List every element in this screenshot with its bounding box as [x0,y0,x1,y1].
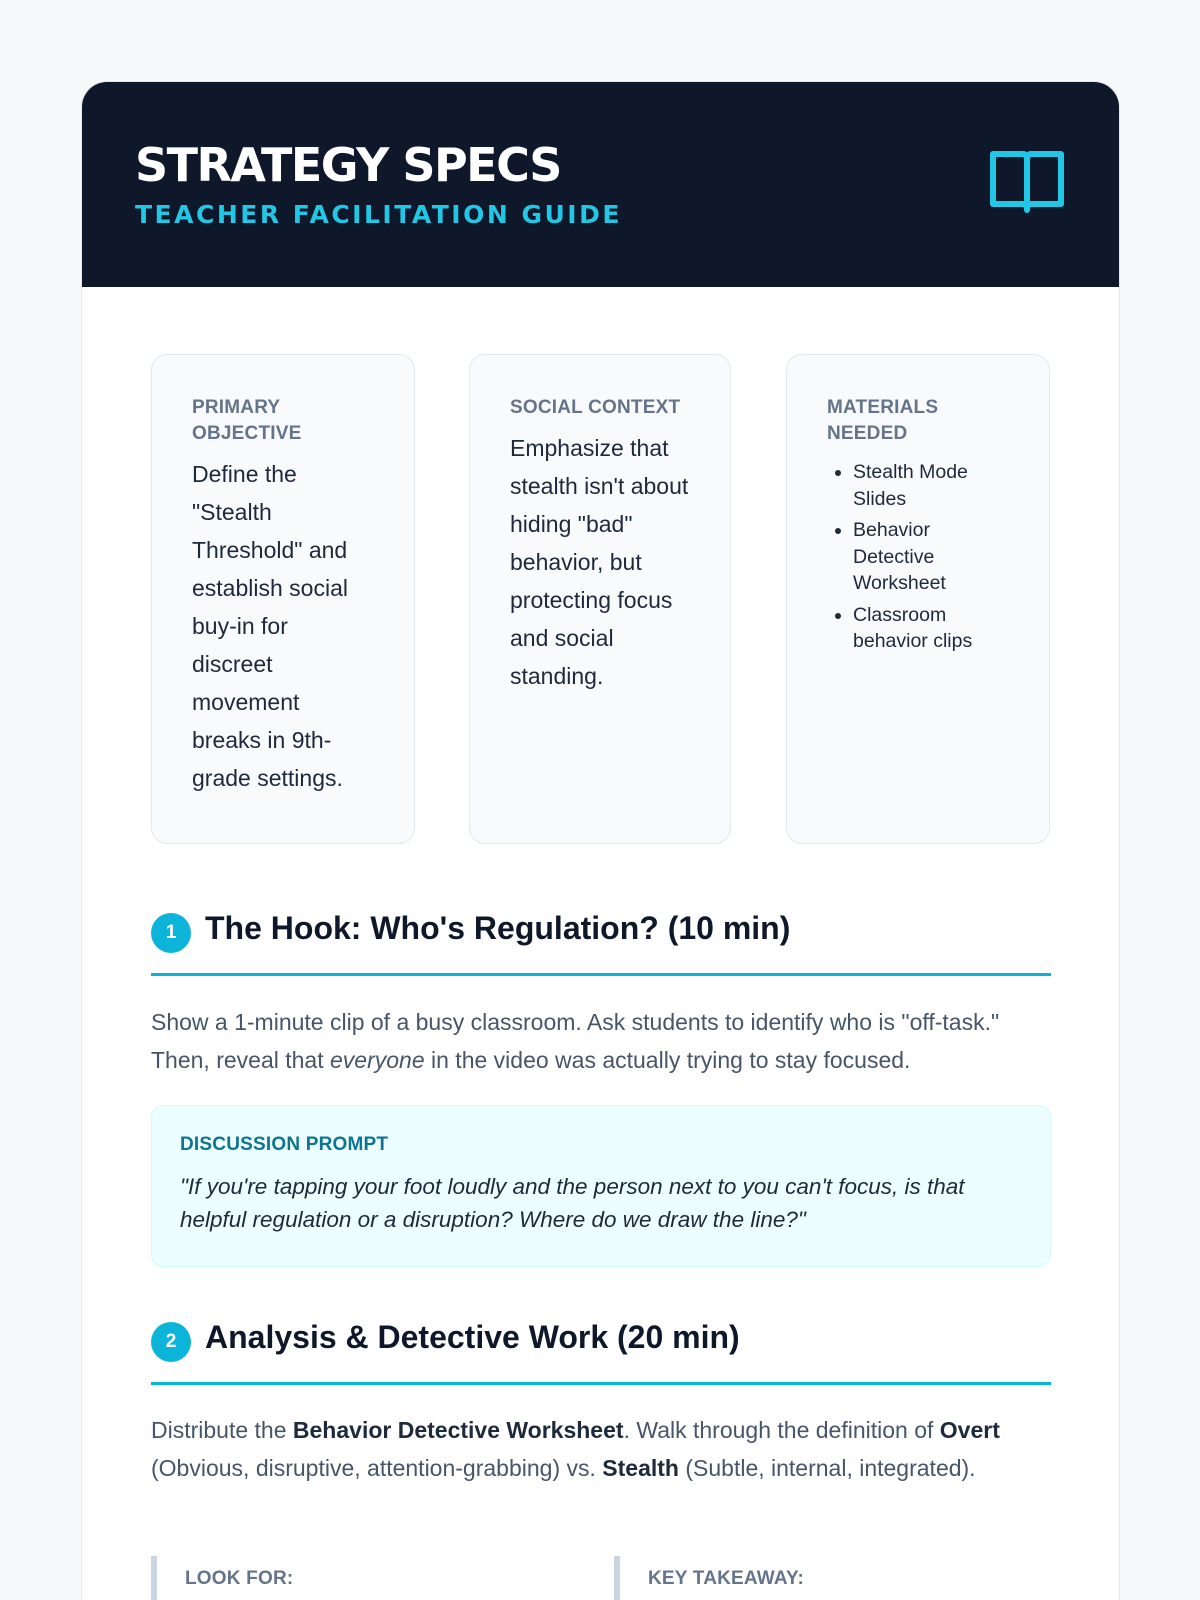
section-1-header [151,896,1051,976]
prompt-text: "If you're tapping your foot loudly and the person next to you can't focus, is that helpful regulation or a disruption? Where do we draw the line?" [180,1174,965,1232]
section-1-emphasis: everyone [330,1047,425,1073]
materials-list [827,459,1009,655]
key-takeaway-label: KEY TAKEAWAY: [648,1568,805,1589]
prompt-label: DISCUSSION PROMPT [180,1134,389,1155]
worksheet-name: Behavior Detective Worksheet [292,1417,624,1443]
look-for-box [151,1556,591,1600]
section-1-body [151,1003,1056,1079]
facilitation-guide-card [81,81,1120,1600]
page-subtitle: TEACHER FACILITATION GUIDE [135,200,622,229]
stealth-term: Stealth [602,1455,679,1481]
look-for-label: LOOK FOR: [185,1568,294,1589]
overt-term: Overt [939,1417,1000,1443]
section-2-body [151,1411,1056,1487]
objective-text: Define the "Stealth Threshold" and establish social buy-in for discreet movement breaks in 9th-grade settings. [192,461,348,791]
section-2-text: Distribute the [151,1417,293,1443]
guide-header [82,82,1119,287]
section-1-text: in the video was actually trying to stay focused. [424,1047,911,1073]
objective-card [151,354,415,844]
section-2-title: Analysis & Detective Work (20 min) [205,1319,740,1355]
context-card [469,354,731,844]
materials-item: • Stealth Mode Slides [853,459,1009,512]
section-2-text: (Subtle, internal, integrated). [678,1455,976,1481]
section-1-text: Show a 1-minute clip of a busy classroom. Ask students to identify who is "off-task." Then, reveal that [151,1009,1000,1073]
materials-item: • Classroom behavior clips [853,602,1009,655]
section-2-number: 2 [151,1322,191,1362]
objective-label: PRIMARY OBJECTIVE [192,397,302,444]
section-1-number: 1 [151,913,191,953]
context-text: Emphasize that stealth isn't about hiding "bad" behavior, but protecting focus and social standing. [510,435,689,689]
materials-label: MATERIALS NEEDED [827,397,939,444]
book-open-icon [989,148,1065,216]
context-label: SOCIAL CONTEXT [510,397,681,418]
section-1-title: The Hook: Who's Regulation? (10 min) [205,910,791,946]
key-takeaway-box [614,1556,1051,1600]
section-2-text: (Obvious, disruptive, attention-grabbing) vs. [151,1455,603,1481]
section-2-header [151,1305,1051,1385]
discussion-prompt-box [151,1105,1051,1267]
page-title: STRATEGY SPECS [135,138,561,192]
section-2-text: . Walk through the definition of [623,1417,940,1443]
materials-item: • Behavior Detective Worksheet [853,517,1009,597]
materials-card [786,354,1050,844]
